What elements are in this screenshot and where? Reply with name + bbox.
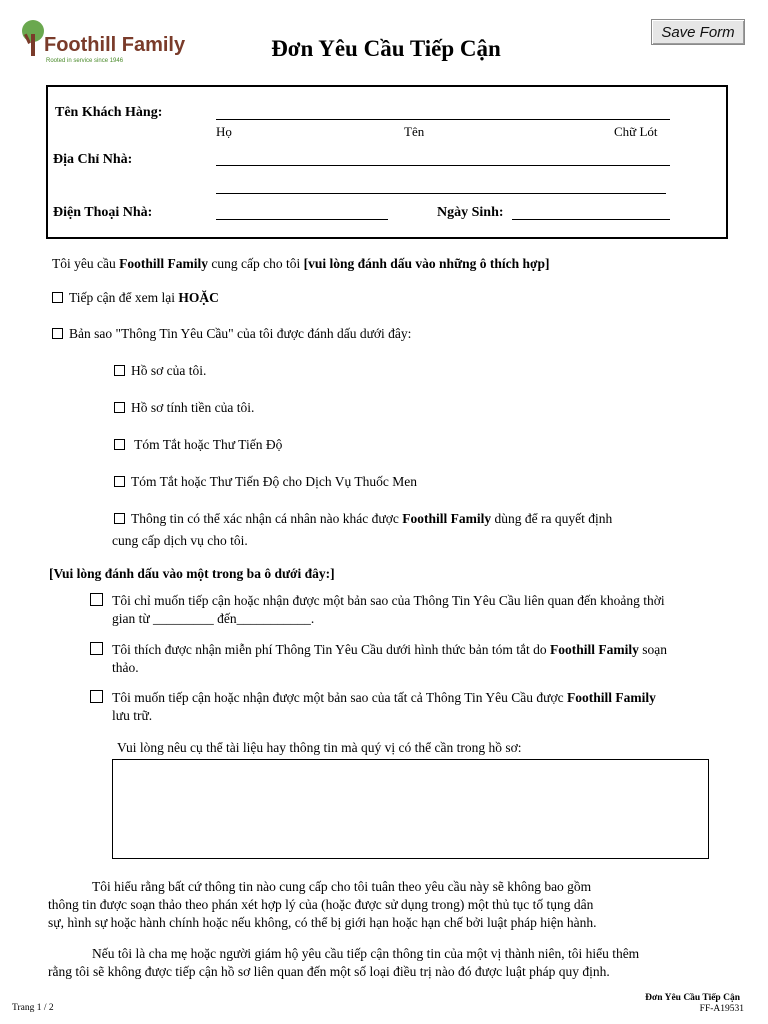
choice-period: Tôi chỉ muốn tiếp cận hoặc nhận được một bản sao của Thông Tin Yêu Cầu liên quan đến khoảng thời bbox=[90, 593, 665, 609]
page-title: Đơn Yêu Cầu Tiếp Cận bbox=[271, 36, 501, 61]
choice-summary-cont: thảo. bbox=[112, 660, 139, 675]
client-name-field[interactable] bbox=[216, 119, 670, 120]
records-checkbox[interactable] bbox=[114, 365, 125, 376]
sub-option-records: Hồ sơ của tôi. bbox=[114, 363, 206, 379]
choice-period-cont: gian từ _________ đến___________. bbox=[112, 611, 315, 626]
free-summary-checkbox[interactable] bbox=[90, 642, 103, 655]
address-label: Địa Chỉ Nhà: bbox=[53, 152, 133, 167]
footer-form-title: Đơn Yêu Cầu Tiếp Cận bbox=[645, 993, 740, 1003]
footer-form-code: FF-A19531 bbox=[699, 1004, 744, 1014]
save-form-button[interactable]: Save Form bbox=[651, 19, 745, 45]
sub-option-billing: Hồ sơ tính tiền của tôi. bbox=[114, 400, 254, 416]
address-field-line1[interactable] bbox=[216, 165, 670, 166]
page-number: Trang 1 / 2 bbox=[12, 1003, 54, 1013]
notes-prompt: Vui lòng nêu cụ thể tài liệu hay thông tin mà quý vị có thể cần trong hồ sơ: bbox=[117, 740, 522, 755]
choice-all: Tôi muốn tiếp cận hoặc nhận được một bản sao của tất cả Thông Tin Yêu Cầu được Foothill Family bbox=[90, 690, 656, 706]
paragraph-minor: Nếu tôi là cha mẹ hoặc người giám hộ yêu cầu tiếp cận thông tin của một vị thành niên, tôi hiểu thêm rằng tôi sẽ không được tiếp cận hồ sơ liên quan đến một số loại điều trị nào đó được luật pháp quy định. bbox=[48, 946, 640, 979]
billing-checkbox[interactable] bbox=[114, 402, 125, 413]
other-info-checkbox[interactable] bbox=[114, 513, 125, 524]
request-intro: Tôi yêu cầu Foothill Family cung cấp cho tôi [vui lòng đánh dấu vào những ô thích hợp] bbox=[52, 256, 550, 271]
notes-textarea[interactable] bbox=[112, 759, 709, 859]
period-checkbox[interactable] bbox=[90, 593, 103, 606]
phone-field[interactable] bbox=[216, 219, 388, 220]
first-name-caption: Tên bbox=[404, 124, 425, 139]
medication-summary-checkbox[interactable] bbox=[114, 476, 125, 487]
dob-field[interactable] bbox=[512, 219, 670, 220]
logo-name: Foothill Family bbox=[44, 34, 186, 56]
sub-option-summary: Tóm Tắt hoặc Thư Tiến Độ bbox=[114, 437, 282, 453]
middle-name-caption: Chữ Lót bbox=[614, 124, 658, 139]
choice-summary: Tôi thích được nhận miễn phí Thông Tin Yêu Cầu dưới hình thức bản tóm tắt do Foothill Family soạn bbox=[90, 642, 667, 658]
summary-checkbox[interactable] bbox=[114, 439, 125, 450]
sub-option-medication-summary: Tóm Tắt hoặc Thư Tiến Độ cho Dịch Vụ Thuốc Men bbox=[114, 474, 417, 490]
option-review: Tiếp cận để xem lại HOẶC bbox=[52, 290, 219, 306]
client-name-label: Tên Khách Hàng: bbox=[55, 105, 163, 120]
logo-tagline: Rooted in service since 1946 bbox=[46, 58, 124, 64]
sub-option-other-info: Thông tin có thể xác nhận cá nhân nào khác được Foothill Family dùng để ra quyết định bbox=[114, 511, 612, 527]
option-copy: Bản sao "Thông Tin Yêu Cầu" của tôi được đánh dấu dưới đây: bbox=[52, 326, 411, 342]
copy-checkbox[interactable] bbox=[52, 328, 63, 339]
choice-all-cont: lưu trữ. bbox=[112, 708, 153, 723]
review-checkbox[interactable] bbox=[52, 292, 63, 303]
address-field-line2[interactable] bbox=[216, 193, 666, 194]
phone-label: Điện Thoại Nhà: bbox=[53, 205, 153, 220]
paragraph-limitations: Tôi hiểu rằng bất cứ thông tin nào cung cấp cho tôi tuân theo yêu cầu này sẽ không bao gồm thông tin được soạn thảo theo phán xét hợp lý của (hoặc được sử dụng trong) một thủ tục tố tụng dân sự, hình sự hoặc hành chính hoặc nếu không, có thể bị giới hạn hoặc hạn chế bởi luật pháp hiện hành. bbox=[48, 879, 597, 930]
sub-option-other-info-cont: cung cấp dịch vụ cho tôi. bbox=[112, 533, 248, 548]
last-name-caption: Họ bbox=[216, 124, 232, 139]
dob-label: Ngày Sinh: bbox=[437, 205, 504, 220]
choice-heading: [Vui lòng đánh dấu vào một trong ba ô dưới đây:] bbox=[49, 566, 335, 581]
all-info-checkbox[interactable] bbox=[90, 690, 103, 703]
